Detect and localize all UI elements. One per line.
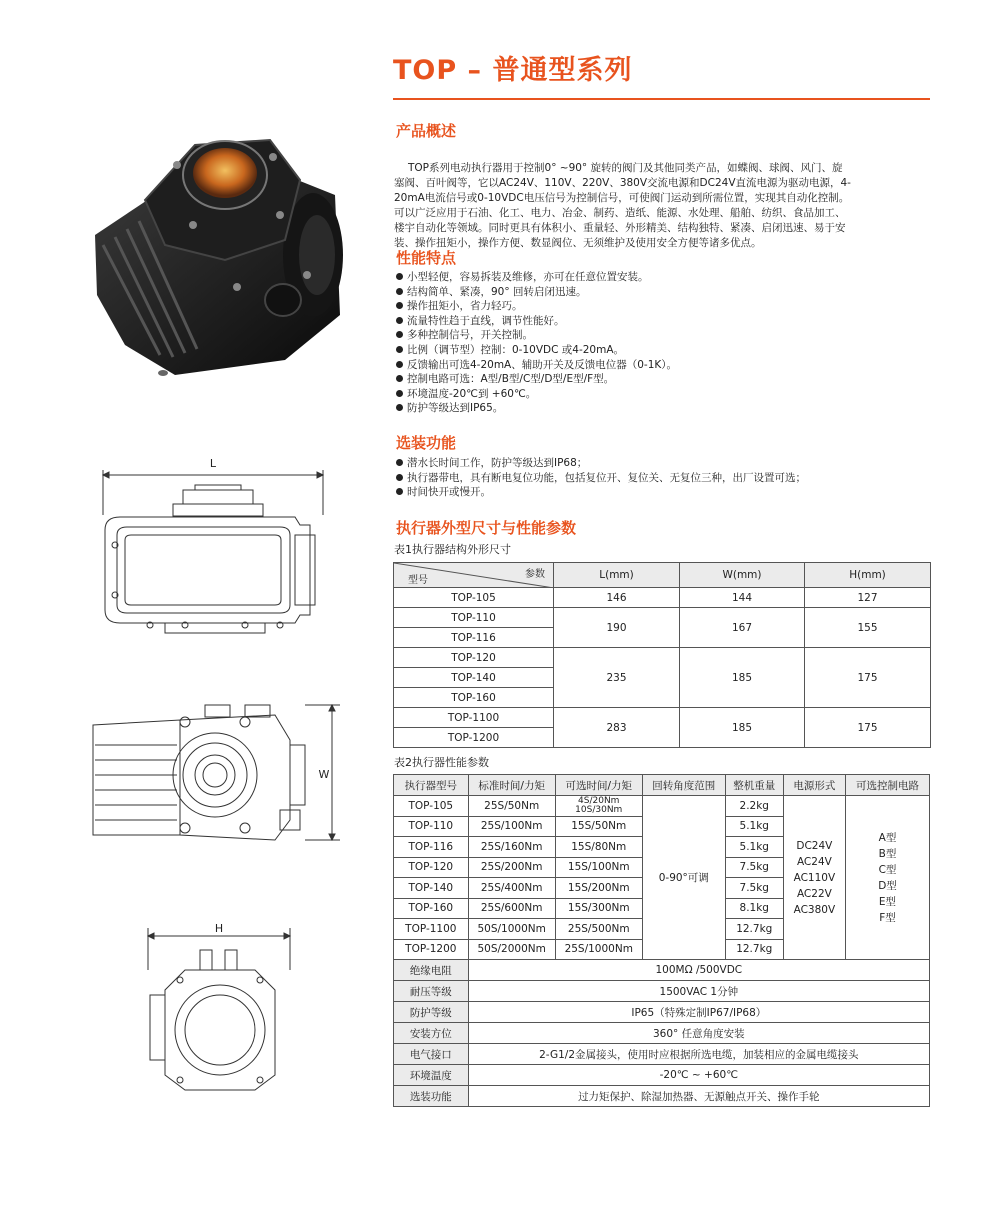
table-cell: 185 [680, 708, 805, 748]
table-cell: 12.7kg [725, 919, 783, 940]
circuit-item: B型 [878, 847, 897, 860]
dim-label-H: H [214, 922, 224, 935]
actuator-photo [85, 125, 360, 380]
table-cell: 100MΩ /500VDC [468, 960, 929, 981]
table-cell: 175 [805, 708, 931, 748]
table-cell: 15S/100Nm [555, 857, 642, 878]
circuit-item: E型 [878, 895, 897, 908]
table-cell: -20℃ ~ +60℃ [468, 1065, 929, 1086]
table-cell: 7.5kg [725, 857, 783, 878]
table-cell: 144 [680, 588, 805, 608]
model-cell: TOP-116 [394, 628, 554, 648]
model-cell: TOP-1100 [394, 708, 554, 728]
column-header: 回转角度范围 [642, 775, 725, 796]
table-cell: IP65（特殊定制IP67/IP68） [468, 1002, 929, 1023]
circuit-item: F型 [879, 911, 896, 924]
list-item: 反馈输出可选4-20mA、辅助开关及反馈电位器（0-1K）。 [396, 358, 677, 373]
table-corner [394, 563, 554, 588]
table-cell: 1500VAC 1分钟 [468, 981, 929, 1002]
table-cell: 235 [554, 648, 680, 708]
corner-param: 参数 [525, 569, 545, 580]
model-cell: TOP-140 [394, 878, 469, 899]
column-header: 可选控制电路 [845, 775, 929, 796]
circuit-item: C型 [878, 863, 897, 876]
dim-label-W: W [318, 768, 330, 781]
model-cell: TOP-116 [394, 837, 469, 858]
list-item: 结构简单、紧凑，90° 回转启闭迅速。 [396, 285, 677, 300]
row-label: 选装功能 [394, 1086, 469, 1107]
drawing-side-view [95, 455, 335, 640]
model-cell: TOP-1100 [394, 919, 469, 940]
corner-model: 型号 [408, 575, 428, 586]
list-item: 防护等级达到IP65。 [396, 401, 677, 416]
overview-line: 可以广泛应用于石油、化工、电力、冶金、制药、造纸、能源、水处理、船舶、纺织、食品加工、 [394, 207, 846, 219]
table-cell: 15S/200Nm [555, 878, 642, 899]
list-item: 潜水长时间工作，防护等级达到IP68； [396, 456, 806, 471]
row-label: 绝缘电阻 [394, 960, 469, 981]
table-cell: 360° 任意角度安装 [468, 1023, 929, 1044]
table-cell: 过力矩保护、除湿加热器、无源触点开关、操作手轮 [468, 1086, 929, 1107]
features-list [396, 270, 677, 416]
table-cell: 50S/1000Nm [468, 919, 555, 940]
dim-label-L: L [209, 457, 217, 470]
column-header: 标准时间/力矩 [468, 775, 555, 796]
table-cell: 25S/400Nm [468, 878, 555, 899]
model-cell: TOP-160 [394, 898, 469, 919]
overview-text [394, 161, 934, 251]
power-item: AC380V [793, 903, 836, 916]
power-item: DC24V [796, 839, 833, 852]
table-cell: 25S/200Nm [468, 857, 555, 878]
angle-cell: 0-90°可调 [642, 796, 725, 960]
table-cell: 2-G1/2金属接头，使用时应根据所选电缆，加装相应的金属电缆接头 [468, 1044, 929, 1065]
table-cell: 15S/50Nm [555, 816, 642, 837]
circuit-item: D型 [878, 879, 897, 892]
model-cell: TOP-110 [394, 608, 554, 628]
table-cell: 25S/50Nm [468, 796, 555, 817]
model-cell: TOP-160 [394, 688, 554, 708]
table-cell: 283 [554, 708, 680, 748]
list-item: 时间快开或慢开。 [396, 485, 806, 500]
table-cell: 12.7kg [725, 939, 783, 960]
table-cell: 190 [554, 608, 680, 648]
table-cell: 25S/600Nm [468, 898, 555, 919]
list-item: 多种控制信号，开关控制。 [396, 328, 677, 343]
list-item: 操作扭矩小，省力轻巧。 [396, 299, 677, 314]
title-divider [393, 98, 930, 100]
list-item: 环境温度-20℃到 +60℃。 [396, 387, 677, 402]
features-heading: 性能特点 [396, 249, 457, 267]
overview-line: 20mA电流信号或0-10VDC电压信号为控制信号，可使阀门运动到所需位置，实现其自动化控制。 [394, 192, 850, 204]
row-label: 耐压等级 [394, 981, 469, 1002]
performance-table [393, 774, 930, 1107]
drawing-top-view [85, 700, 345, 855]
table-cell: 7.5kg [725, 878, 783, 899]
table-cell: 5.1kg [725, 837, 783, 858]
options-list [396, 456, 806, 500]
column-header: 整机重量 [725, 775, 783, 796]
table-cell: 25S/1000Nm [555, 939, 642, 960]
power-cell [783, 796, 845, 960]
column-header: 电源形式 [783, 775, 845, 796]
table-cell: 25S/500Nm [555, 919, 642, 940]
model-cell: TOP-1200 [394, 939, 469, 960]
overview-heading: 产品概述 [396, 122, 457, 140]
table-cell: 127 [805, 588, 931, 608]
overview-line: TOP系列电动执行器用于控制0° ~90° 旋转的阀门及其他同类产品，如蝶阀、球阀、风门、旋 [408, 162, 843, 174]
drawing-front-view [140, 920, 300, 1100]
column-header: H(mm) [805, 563, 931, 588]
power-item: AC22V [796, 887, 832, 900]
table-cell: 155 [805, 608, 931, 648]
power-item: AC110V [793, 871, 836, 884]
list-item: 小型轻便，容易拆装及维修，亦可在任意位置安装。 [396, 270, 677, 285]
table-cell: 25S/100Nm [468, 816, 555, 837]
column-header: L(mm) [554, 563, 680, 588]
circuit-item: A型 [878, 831, 897, 844]
table-cell: 50S/2000Nm [468, 939, 555, 960]
row-label: 防护等级 [394, 1002, 469, 1023]
table-cell: 167 [680, 608, 805, 648]
circuit-cell [845, 796, 929, 960]
overview-line: 楼宇自动化等领域。同时更具有体积小、重量轻、外形精美、结构独特、紧凑、启闭迅速、易于安 [394, 222, 846, 234]
overview-line: 装、操作扭矩小，操作方便、数显阀位、无须维护及使用安全方便等诸多优点。 [394, 237, 762, 249]
overview-line: 塞阀、百叶阀等，它以AC24V、110V、220V、380V交流电源和DC24V直流电源为驱动电源，4- [394, 177, 851, 189]
table1-caption: 表1执行器结构外形尺寸 [394, 543, 511, 556]
table-cell: 15S/300Nm [555, 898, 642, 919]
column-header: 执行器型号 [394, 775, 469, 796]
list-item: 流量特性趋于直线，调节性能好。 [396, 314, 677, 329]
list-item: 控制电路可选：A型/B型/C型/D型/E型/F型。 [396, 372, 677, 387]
model-cell: TOP-140 [394, 668, 554, 688]
row-label: 电气接口 [394, 1044, 469, 1065]
options-heading: 选装功能 [396, 434, 457, 452]
table-cell: 185 [680, 648, 805, 708]
column-header: 可选时间/力矩 [555, 775, 642, 796]
opt-line: 4S/20Nm [578, 795, 620, 806]
model-cell: TOP-1200 [394, 728, 554, 748]
table-cell: 5.1kg [725, 816, 783, 837]
table-cell: 8.1kg [725, 898, 783, 919]
list-item: 比例（调节型）控制：0-10VDC 或4-20mA。 [396, 343, 677, 358]
model-cell: TOP-120 [394, 648, 554, 668]
opt-line: 10S/30Nm [575, 804, 623, 815]
row-label: 安装方位 [394, 1023, 469, 1044]
list-item: 执行器带电，具有断电复位功能，包括复位开、复位关、无复位三种，出厂设置可选； [396, 471, 806, 486]
column-header: W(mm) [680, 563, 805, 588]
model-cell: TOP-120 [394, 857, 469, 878]
table2-caption: 表2执行器性能参数 [394, 756, 489, 769]
table-cell: 25S/160Nm [468, 837, 555, 858]
row-label: 环境温度 [394, 1065, 469, 1086]
model-cell: TOP-110 [394, 816, 469, 837]
table-cell: 146 [554, 588, 680, 608]
table-cell: 2.2kg [725, 796, 783, 817]
model-cell: TOP-105 [394, 588, 554, 608]
power-item: AC24V [796, 855, 832, 868]
dimension-table [393, 562, 931, 748]
page-title: TOP – 普通型系列 [393, 55, 633, 86]
table-cell [555, 796, 642, 817]
table-cell: 175 [805, 648, 931, 708]
model-cell: TOP-105 [394, 796, 469, 817]
table-cell: 15S/80Nm [555, 837, 642, 858]
dimensions-heading: 执行器外型尺寸与性能参数 [396, 519, 577, 537]
